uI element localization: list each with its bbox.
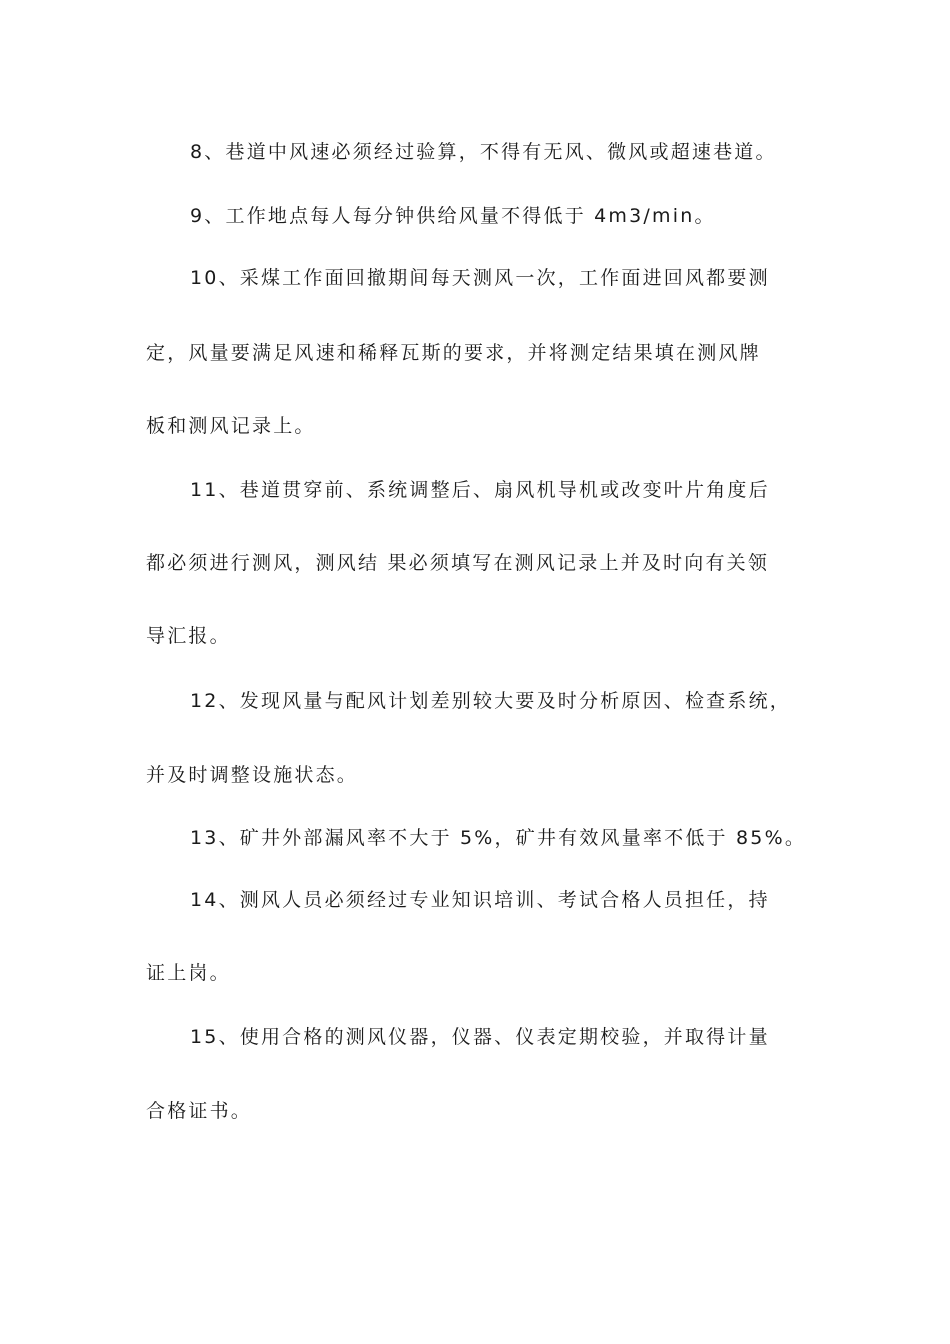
paragraph-11-line-2: 都必须进行测风，测风结 果必须填写在测风记录上并及时向有关领 [146,552,770,574]
paragraph-10-line-1: 10、采煤工作面回撤期间每天测风一次，工作面进回风都要测 [190,267,770,289]
paragraph-14-line-1: 14、测风人员必须经过专业知识培训、考试合格人员担任，持 [190,889,770,911]
paragraph-10-line-2: 定，风量要满足风速和稀释瓦斯的要求，并将测定结果填在测风牌 [146,342,761,364]
paragraph-15-line-2: 合格证书。 [146,1100,253,1122]
paragraph-9-line-1: 9、工作地点每人每分钟供给风量不得低于 4m3/min。 [190,205,716,227]
paragraph-15-line-1: 15、使用合格的测风仪器，仪器、仪表定期校验，并取得计量 [190,1026,770,1048]
paragraph-12-line-1: 12、发现风量与配风计划差别较大要及时分析原因、检查系统， [190,690,791,712]
paragraph-13-line-1: 13、矿井外部漏风率不大于 5%，矿井有效风量率不低于 85%。 [190,827,807,849]
paragraph-12-line-2: 并及时调整设施状态。 [146,764,359,786]
paragraph-8-line-1: 8、巷道中风速必须经过验算，不得有无风、微风或超速巷道。 [190,141,777,163]
paragraph-11-line-3: 导汇报。 [146,625,231,647]
paragraph-14-line-2: 证上岗。 [146,962,231,984]
paragraph-10-line-3: 板和测风记录上。 [146,415,316,437]
paragraph-11-line-1: 11、巷道贯穿前、系统调整后、扇风机导机或改变叶片角度后 [190,479,770,501]
